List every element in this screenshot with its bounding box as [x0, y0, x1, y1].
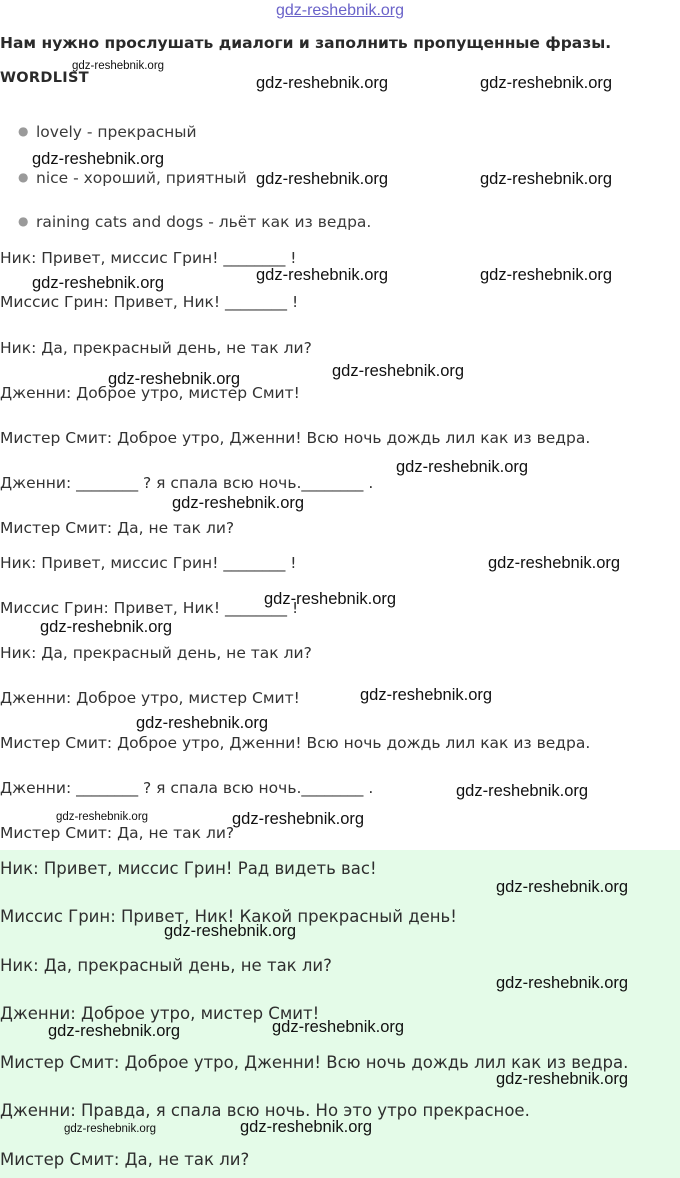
answer-line: Ник: Да, прекрасный день, не так ли? — [0, 956, 332, 975]
dialogue-2-line: Ник: Привет, миссис Грин! ________ ! — [0, 554, 297, 572]
site-header-link[interactable]: gdz-reshebnik.org — [275, 2, 405, 19]
dialogue-1-line: Дженни: Доброе утро, мистер Смит! — [0, 384, 300, 402]
dialogue-1-line: Миссис Грин: Привет, Ник! ________ ! — [0, 293, 299, 311]
dialogue-1-line: Мистер Смит: Да, не так ли? — [0, 519, 235, 537]
watermark: gdz-reshebnik.org — [396, 458, 529, 476]
watermark: gdz-reshebnik.org — [496, 878, 629, 896]
watermark: gdz-reshebnik.org — [488, 554, 621, 572]
answer-line: Дженни: Доброе утро, мистер Смит! — [0, 1004, 320, 1023]
watermark: gdz-reshebnik.org — [360, 686, 493, 704]
bullet-icon: ● — [18, 214, 29, 228]
watermark: gdz-reshebnik.org — [256, 266, 389, 284]
dialogue-1-line: Ник: Да, прекрасный день, не так ли? — [0, 339, 312, 357]
dialogue-1-line: Дженни: ________ ? я спала всю ночь.________ . — [0, 474, 374, 492]
watermark: gdz-reshebnik.org — [32, 150, 165, 168]
wordlist-item-text: nice - хороший, приятный — [36, 169, 247, 187]
watermark: gdz-reshebnik.org — [108, 370, 241, 388]
dialogue-2-line: Мистер Смит: Да, не так ли? — [0, 824, 235, 842]
dialogue-2-line: Ник: Да, прекрасный день, не так ли? — [0, 644, 312, 662]
watermark: gdz-reshebnik.org — [480, 170, 613, 188]
dialogue-2-line: Мистер Смит: Доброе утро, Дженни! Всю ночь дождь лил как из ведра. — [0, 734, 591, 752]
wordlist-item — [18, 213, 371, 231]
answer-line: Дженни: Правда, я спала всю ночь. Но это утро прекрасное. — [0, 1101, 530, 1120]
watermark: gdz-reshebnik.org — [240, 1118, 373, 1136]
watermark: gdz-reshebnik.org — [164, 922, 297, 940]
dialogue-2-line: Дженни: ________ ? я спала всю ночь.________ . — [0, 779, 374, 797]
bullet-icon: ● — [18, 124, 29, 138]
watermark: gdz-reshebnik.org — [56, 811, 149, 823]
wordlist-title: WORDLIST — [0, 70, 89, 86]
bullet-icon: ● — [18, 170, 29, 184]
watermark: gdz-reshebnik.org — [480, 74, 613, 92]
watermark: gdz-reshebnik.org — [48, 1022, 181, 1040]
watermark: gdz-reshebnik.org — [232, 810, 365, 828]
watermark: gdz-reshebnik.org — [32, 274, 165, 292]
wordlist-item — [18, 123, 197, 141]
watermark: gdz-reshebnik.org — [480, 266, 613, 284]
watermark: gdz-reshebnik.org — [64, 1123, 157, 1135]
watermark: gdz-reshebnik.org — [272, 1018, 405, 1036]
task-instruction: Нам нужно прослушать диалоги и заполнить пропущенные фразы. — [0, 34, 612, 52]
wordlist-item — [18, 169, 247, 187]
wordlist-item-text: lovely - прекрасный — [36, 123, 197, 141]
watermark: gdz-reshebnik.org — [136, 714, 269, 732]
answer-line: Ник: Привет, миссис Грин! Рад видеть вас! — [0, 859, 377, 878]
watermark: gdz-reshebnik.org — [456, 782, 589, 800]
wordlist-item-text: raining cats and dogs - льёт как из ведра. — [36, 213, 372, 231]
watermark: gdz-reshebnik.org — [172, 494, 305, 512]
answer-line: Мистер Смит: Доброе утро, Дженни! Всю ночь дождь лил как из ведра. — [0, 1053, 629, 1072]
dialogue-2-line: Миссис Грин: Привет, Ник! ________ ! — [0, 599, 299, 617]
dialogue-1-line: Мистер Смит: Доброе утро, Дженни! Всю ночь дождь лил как из ведра. — [0, 429, 591, 447]
watermark: gdz-reshebnik.org — [256, 170, 389, 188]
watermark: gdz-reshebnik.org — [256, 74, 389, 92]
answer-line: Миссис Грин: Привет, Ник! Какой прекрасный день! — [0, 907, 457, 926]
watermark: gdz-reshebnik.org — [332, 362, 465, 380]
watermark: gdz-reshebnik.org — [72, 60, 165, 72]
dialogue-2-line: Дженни: Доброе утро, мистер Смит! — [0, 689, 300, 707]
watermark: gdz-reshebnik.org — [496, 974, 629, 992]
dialogue-1-line: Ник: Привет, миссис Грин! ________ ! — [0, 249, 297, 267]
watermark: gdz-reshebnik.org — [40, 618, 173, 636]
watermark: gdz-reshebnik.org — [496, 1070, 629, 1088]
watermark: gdz-reshebnik.org — [264, 590, 397, 608]
answer-line: Мистер Смит: Да, не так ли? — [0, 1150, 250, 1169]
